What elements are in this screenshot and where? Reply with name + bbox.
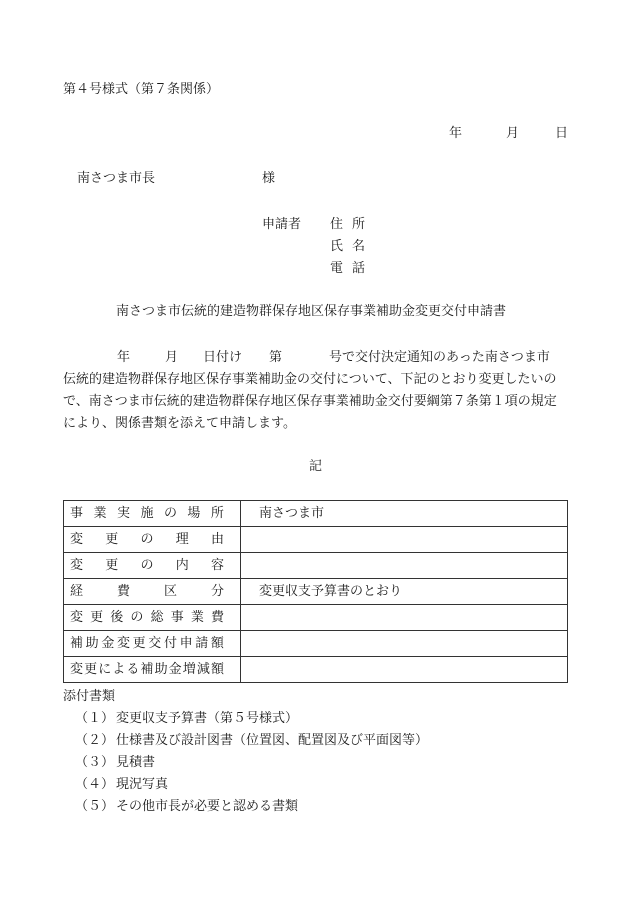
- label-char: 業: [93, 506, 107, 521]
- body-line-2: 伝統的建造物群保存地区保存事業補助金の交付について、下記のとおり変更したいの: [63, 372, 557, 387]
- label-char: 更: [105, 532, 119, 547]
- attachment-number: （１）: [75, 711, 115, 726]
- table-row: [64, 501, 568, 527]
- row-label: [64, 527, 241, 553]
- label-char: 容: [210, 558, 224, 573]
- label-char: 交: [148, 636, 162, 651]
- attachment-number: （２）: [75, 733, 115, 748]
- applicant-name-label: [330, 238, 374, 256]
- label-char: の: [130, 610, 144, 625]
- label-char: 金: [168, 662, 182, 677]
- label-char: 分: [210, 584, 224, 599]
- details-table: [63, 500, 568, 683]
- label-char: 変: [116, 636, 130, 651]
- label-char: 所: [352, 217, 366, 232]
- applicant-address-label: [330, 216, 374, 234]
- label-char: 実: [116, 506, 130, 521]
- label-char: 住: [330, 217, 344, 232]
- label-char: 更: [84, 662, 98, 677]
- label-char: 減: [196, 662, 210, 677]
- row-label: [64, 631, 241, 657]
- body-line-1-rest: 号で交付決定通知のあった南さつま市: [329, 350, 550, 365]
- label-char: 費: [116, 584, 130, 599]
- label-char: 助: [154, 662, 168, 677]
- row-label: [64, 501, 241, 527]
- row-value: [241, 553, 568, 579]
- label-char: 内: [175, 558, 189, 573]
- label-char: 変: [70, 558, 84, 573]
- attachment-item: [75, 796, 428, 818]
- row-value: 南さつま市: [241, 501, 568, 527]
- attachment-number: （３）: [75, 755, 115, 770]
- label-char: 申: [179, 636, 193, 651]
- attachment-text: 変更収支予算書（第５号様式）: [116, 711, 299, 726]
- label-char: 由: [210, 532, 224, 547]
- ki-heading: 記: [309, 459, 323, 474]
- label-char: 事: [170, 610, 184, 625]
- table-row: [64, 605, 568, 631]
- body-number-prefix: 第: [269, 350, 283, 365]
- document-title: 南さつま市伝統的建造物群保存地区保存事業補助金変更交付申請書: [116, 304, 507, 319]
- body-year: 年: [117, 350, 131, 365]
- row-label: [64, 605, 241, 631]
- attachment-item: [75, 730, 428, 752]
- date-year-label: 年: [449, 126, 463, 141]
- body-date-suffix: 日付け: [203, 350, 243, 365]
- label-char: の: [140, 532, 154, 547]
- attachment-text: その他市長が必要と認める書類: [116, 799, 299, 814]
- table-row: [64, 631, 568, 657]
- applicant-label: 申請者: [262, 217, 302, 232]
- label-char: 業: [190, 610, 204, 625]
- label-char: 後: [110, 610, 124, 625]
- body-month: 月: [165, 350, 179, 365]
- label-char: 費: [210, 610, 224, 625]
- attachments-list: [75, 708, 428, 818]
- label-char: 話: [352, 261, 366, 276]
- table-row: [64, 579, 568, 605]
- label-char: 補: [70, 636, 84, 651]
- label-char: 増: [182, 662, 196, 677]
- label-char: に: [98, 662, 112, 677]
- attachment-item: [75, 774, 428, 796]
- addressee-name: 南さつま市長: [77, 171, 156, 186]
- attachment-number: （５）: [75, 799, 115, 814]
- body-line-3: で、南さつま市伝統的建造物群保存地区保存事業補助金交付要綱第７条第１項の規定: [63, 394, 557, 409]
- form-number: 第４号様式（第７条関係）: [63, 82, 220, 97]
- attachment-text: 仕様書及び設計図書（位置図、配置図及び平面図等）: [116, 733, 429, 748]
- label-char: 変: [70, 662, 84, 677]
- label-char: 区: [163, 584, 177, 599]
- label-char: 経: [70, 584, 84, 599]
- label-char: 事: [70, 506, 84, 521]
- table-row: [64, 553, 568, 579]
- label-char: 変: [70, 532, 84, 547]
- label-char: 額: [210, 636, 224, 651]
- date-day-label: 日: [555, 126, 569, 141]
- attachment-text: 見積書: [116, 755, 156, 770]
- label-char: 施: [140, 506, 154, 521]
- addressee-honorific: 様: [262, 171, 276, 186]
- label-char: 額: [210, 662, 224, 677]
- attachment-number: （４）: [75, 777, 115, 792]
- label-char: 付: [163, 636, 177, 651]
- table-row: [64, 657, 568, 683]
- label-char: る: [126, 662, 140, 677]
- row-value: 変更収支予算書のとおり: [241, 579, 568, 605]
- attachment-text: 現況写真: [116, 777, 169, 792]
- label-char: よ: [112, 662, 126, 677]
- label-char: の: [163, 506, 177, 521]
- applicant-phone-label: [330, 260, 374, 278]
- label-char: 電: [330, 261, 344, 276]
- body-line-4: により、関係書類を添えて申請します。: [63, 416, 296, 431]
- label-char: 所: [210, 506, 224, 521]
- row-label: [64, 579, 241, 605]
- row-label: [64, 657, 241, 683]
- row-value: [241, 527, 568, 553]
- label-char: の: [140, 558, 154, 573]
- label-char: 更: [132, 636, 146, 651]
- attachment-item: [75, 708, 428, 730]
- body-line-1: [63, 347, 583, 369]
- label-char: 更: [90, 610, 104, 625]
- table-row: [64, 527, 568, 553]
- label-char: 総: [150, 610, 164, 625]
- label-char: 助: [85, 636, 99, 651]
- label-char: 名: [352, 239, 366, 254]
- date-month-label: 月: [506, 126, 520, 141]
- body-paragraph: [63, 347, 583, 435]
- attachments-title: 添付書類: [63, 689, 116, 704]
- label-char: 金: [101, 636, 115, 651]
- row-label: [64, 553, 241, 579]
- label-char: 請: [195, 636, 209, 651]
- row-value: [241, 631, 568, 657]
- label-char: 氏: [330, 239, 344, 254]
- label-char: 補: [140, 662, 154, 677]
- row-value: [241, 605, 568, 631]
- label-char: 変: [70, 610, 84, 625]
- label-char: 更: [105, 558, 119, 573]
- label-char: 場: [187, 506, 201, 521]
- label-char: 理: [175, 532, 189, 547]
- attachment-item: [75, 752, 428, 774]
- row-value: [241, 657, 568, 683]
